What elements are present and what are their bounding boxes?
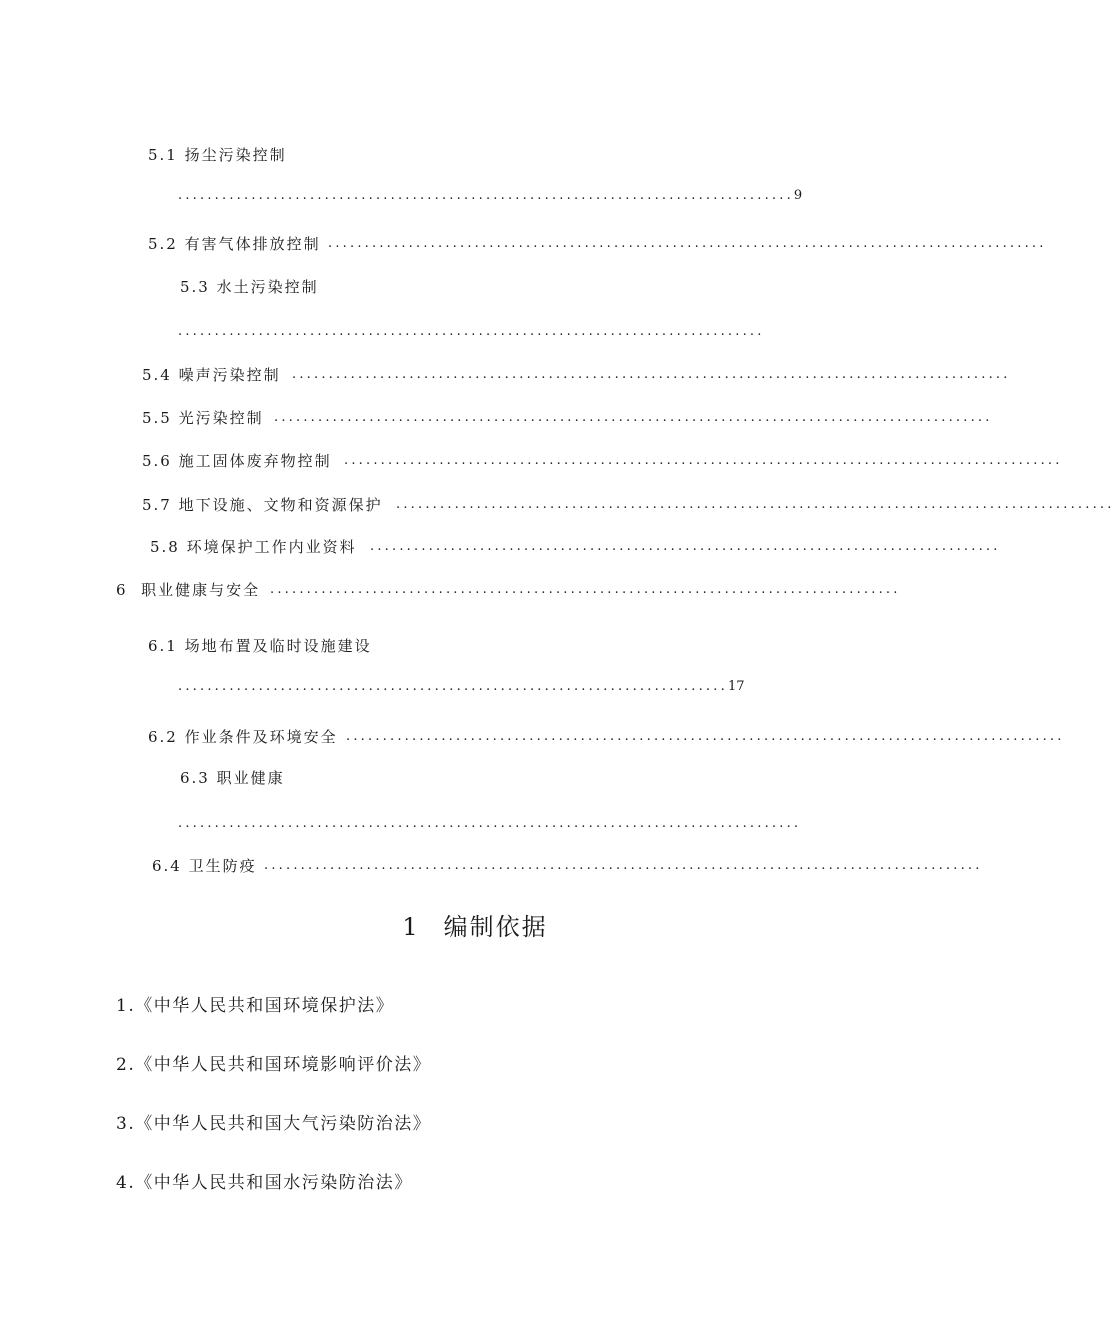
toc-entry-5-2[interactable] [0,233,1047,255]
toc-entry-number: 5.7 [142,496,172,514]
toc-leader-5-3 [178,322,838,342]
toc-entry-label [148,726,338,748]
toc-leader: ..................................................................................... [178,816,802,831]
toc-entry-5-3[interactable] [180,277,319,297]
toc-page-number: 17 [727,679,745,694]
basis-item: 3.《中华人民共和国大气污染防治法》 [116,1114,432,1134]
toc-leader: .................................................................................................. [264,858,983,873]
toc-entry-title: 扬尘污染控制 [184,146,287,164]
toc-entry-label [152,855,257,877]
toc-entry-6-1[interactable] [148,636,372,656]
toc-entry-number: 5.5 [142,409,172,427]
toc-entry-5-8[interactable] [0,536,1001,558]
toc-entry-title: 卫生防疫 [188,857,257,875]
toc-entry-label [148,233,321,255]
toc-entry-6[interactable] [0,579,934,601]
toc-entry-5-1[interactable] [148,145,287,165]
toc-leader-6-1 [178,677,744,697]
toc-entry-number: 5.2 [148,235,178,253]
toc-leader: .................................................................................................. [396,497,1115,512]
basis-item: 2.《中华人民共和国环境影响评价法》 [116,1055,432,1075]
toc-leader: .................................................................................................. [274,410,993,425]
toc-entry-label [142,364,281,386]
toc-leader-5-1 [178,186,802,206]
toc-entry-number: 6 [116,581,128,599]
toc-entry-number: 5.4 [142,366,172,384]
toc-leader: ...................................................................................... [370,539,1001,554]
toc-entry-number: 6.3 [180,769,210,787]
toc-entry-5-7[interactable] [0,494,1115,516]
toc-leader: .................................................................................................. [328,236,1047,251]
section-title: 编制依据 [443,913,548,941]
toc-leader: ...................................................................................... [270,582,901,597]
section-number: 1 [402,913,420,941]
toc-entry-title: 场地布置及临时设施建设 [184,637,372,655]
toc-entry-number: 6.2 [148,728,178,746]
toc-entry-title: 职业健康与安全 [141,581,261,599]
toc-entry-label [142,407,264,429]
toc-leader: ........................................................................... [178,679,728,694]
basis-item: 4.《中华人民共和国水污染防治法》 [116,1173,413,1193]
toc-entry-title: 水土污染控制 [216,278,319,296]
toc-entry-number: 6.4 [152,857,182,875]
toc-entry-5-5[interactable] [0,407,993,429]
toc-entry-title: 噪声污染控制 [178,366,281,384]
basis-item: 1.《中华人民共和国环境保护法》 [116,996,395,1016]
toc-entry-title: 作业条件及环境安全 [184,728,338,746]
toc-leader: .................................................................................................. [344,453,1063,468]
toc-entry-title: 职业健康 [216,769,285,787]
section-heading [0,910,950,944]
toc-entry-title: 地下设施、文物和资源保护 [178,496,383,514]
toc-entry-label [150,536,357,558]
toc-entry-number: 5.8 [150,538,180,556]
toc-entry-number: 6.1 [148,637,178,655]
toc-entry-title: 光污染控制 [178,409,264,427]
toc-entry-title: 有害气体排放控制 [184,235,321,253]
toc-entry-title: 环境保护工作内业资料 [186,538,357,556]
toc-leader: ................................................................................ [178,324,765,339]
toc-entry-number: 5.1 [148,146,178,164]
toc-entry-5-4[interactable] [0,364,1011,386]
toc-entry-5-6[interactable] [0,450,1063,472]
toc-entry-6-2[interactable] [0,726,1065,748]
toc-entry-label [142,450,332,472]
toc-leader-6-3 [178,814,872,834]
toc-page-number: 9 [793,188,803,203]
toc-entry-label [142,494,383,516]
toc-entry-title: 施工固体废弃物控制 [178,452,332,470]
toc-leader: .................................................................................................. [292,367,1011,382]
toc-entry-6-3[interactable] [180,768,285,788]
toc-entry-number: 5.3 [180,278,210,296]
toc-entry-6-4[interactable] [0,855,983,877]
toc-leader: .................................................................................................. [346,729,1065,744]
toc-entry-label [116,579,260,601]
toc-entry-number: 5.6 [142,452,172,470]
toc-leader: .................................................................................... [178,188,794,203]
